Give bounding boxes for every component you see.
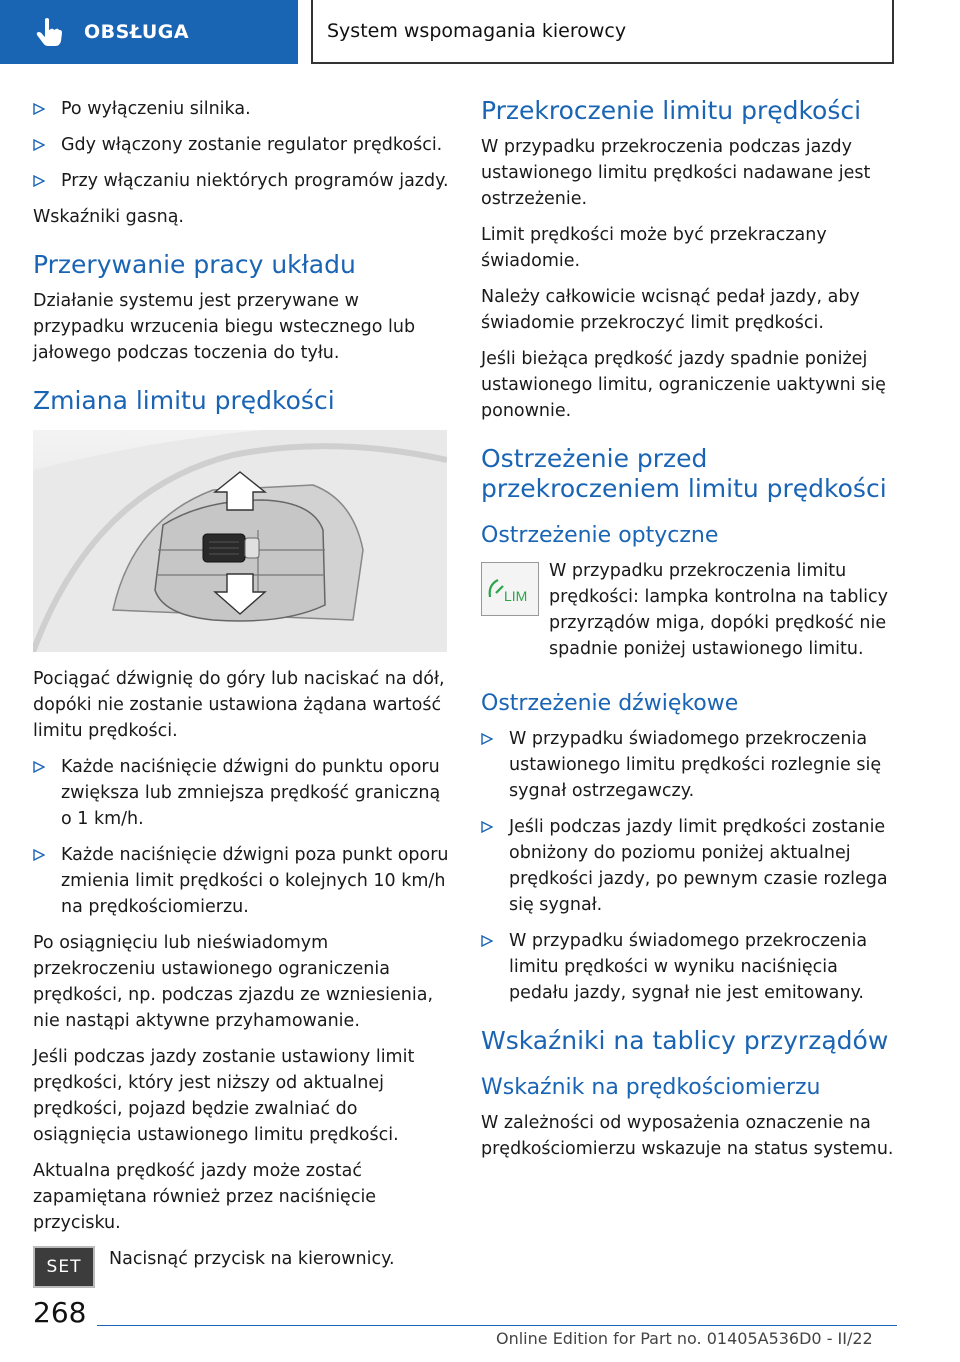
list-item: W przypadku świadomego przekroczenia ustawionego limitu prędkości rozlegnie się sygnał ostrzegawczy.	[481, 726, 897, 804]
triangle-bullet-icon	[33, 103, 45, 115]
right-column	[481, 96, 897, 1172]
section-label: OBSŁUGA	[84, 21, 190, 43]
apply-speed-text: Aktualna prędkość jazdy może zostać zapamiętana również przez naciśnięcie przycisku.	[33, 1161, 377, 1233]
downhill-text: Po osiągnięciu lub nieświadomym przekroczeniu ustawionego ograniczenia prędkości, np. podczas zjazdu ze wzniesienia, nie nastąpi aktywne przyhamowanie.	[33, 933, 434, 1031]
interrupt-text: Działanie systemu jest przerywane w przypadku wrzucenia biegu wstecznego lub jałowego podczas toczenia do tyłu.	[33, 291, 416, 363]
page-number: 268	[33, 1296, 87, 1329]
set-button-icon: SET	[33, 1246, 95, 1288]
exceed-text-4: Jeśli bieżąca prędkość jazdy spadnie poniżej ustawionego limitu, ograniczenie uaktywni się ponownie.	[481, 349, 886, 421]
triangle-bullet-icon	[481, 935, 493, 947]
heading-interrupt: Przerywanie pracy układu	[33, 250, 356, 279]
list-item: Po wyłączeniu silnika.	[33, 96, 453, 122]
heading-cluster: Wskaźniki na tablicy przyrządów	[481, 1026, 889, 1055]
heading-warning: Ostrzeżenie przed przekroczeniem limitu prędkości	[481, 444, 887, 503]
list-item: Gdy włączony zostanie regulator prędkości.	[33, 132, 453, 158]
heading-acoustic: Ostrzeżenie dźwiękowe	[481, 691, 739, 716]
edition-note: Online Edition for Part no. 01405A536D0 - II/22	[496, 1329, 873, 1348]
list-item: Każde naciśnięcie dźwigni do punktu oporu zwiększa lub zmniejsza prędkość graniczną o 1 km/h.	[33, 754, 453, 832]
acoustic-list	[481, 726, 897, 1006]
hand-pointer-icon	[36, 17, 62, 47]
triangle-bullet-icon	[481, 733, 493, 745]
list-item: Przy włączaniu niektórych programów jazdy.	[33, 168, 453, 194]
heading-speedo: Wskaźnik na prędkościomierzu	[481, 1075, 821, 1100]
lim-label: LIM	[504, 588, 528, 604]
set-instruction-text: Nacisnąć przycisk na kierownicy.	[109, 1249, 395, 1269]
steering-wheel-lever-illustration	[33, 430, 447, 652]
optical-warning-row	[481, 558, 897, 672]
list-item: Jeśli podczas jazdy limit prędkości zostanie obniżony do poziomu poniżej aktualnej prędkości jazdy, po pewnym czasie rozlega się sygnał.	[481, 814, 897, 918]
chapter-title: System wspomagania kierowcy	[327, 20, 627, 42]
heading-exceed: Przekroczenie limitu prędkości	[481, 96, 862, 125]
footer-divider	[97, 1325, 897, 1326]
triangle-bullet-icon	[481, 821, 493, 833]
chapter-title-box	[311, 0, 894, 64]
heading-optical: Ostrzeżenie optyczne	[481, 523, 719, 548]
section-tab	[0, 0, 298, 64]
exceed-text-2: Limit prędkości może być przekraczany świadomie.	[481, 225, 827, 271]
triangle-bullet-icon	[33, 139, 45, 151]
indicators-off-text: Wskaźniki gasną.	[33, 207, 184, 227]
left-column	[33, 96, 453, 1288]
steering-wheel-drawing	[33, 430, 447, 652]
deactivation-list	[33, 96, 453, 194]
optical-text: W przypadku przekroczenia limitu prędkości: lampka kontrolna na tablicy przyrządów miga, dopóki prędkość nie spadnie poniżej ustawionego limitu.	[549, 561, 889, 659]
lever-list	[33, 754, 453, 920]
list-item: W przypadku świadomego przekroczenia limitu prędkości w wyniku naciśnięcia pedału jazdy, sygnał nie jest emitowany.	[481, 928, 897, 1006]
triangle-bullet-icon	[33, 761, 45, 773]
lower-limit-text: Jeśli podczas jazdy zostanie ustawiony limit prędkości, który jest niższy od aktualnej prędkości, pojazd będzie zwalniać do osiągnięcia ustawionego limitu prędkości.	[33, 1047, 415, 1145]
exceed-text-1: W przypadku przekroczenia podczas jazdy ustawionego limitu prędkości nadawane jest ostrzeżenie.	[481, 137, 871, 209]
lim-indicator-icon	[481, 562, 539, 616]
triangle-bullet-icon	[33, 849, 45, 861]
speedometer-lim-icon	[482, 563, 537, 614]
exceed-text-3: Należy całkowicie wcisnąć pedał jazdy, aby świadomie przekroczyć limit prędkości.	[481, 287, 860, 333]
triangle-bullet-icon	[33, 175, 45, 187]
lever-text: Pociągać dźwignię do góry lub naciskać na dół, dopóki nie zostanie ustawiona żądana wartość limitu prędkości.	[33, 669, 445, 741]
set-button-row	[33, 1246, 453, 1288]
list-item: Każde naciśnięcie dźwigni poza punkt oporu zmienia limit prędkości o kolejnych 10 km/h na prędkościomierzu.	[33, 842, 453, 920]
heading-change-limit: Zmiana limitu prędkości	[33, 386, 335, 415]
speedo-text: W zależności od wyposażenia oznaczenie na prędkościomierzu wskazuje na status systemu.	[481, 1113, 894, 1159]
